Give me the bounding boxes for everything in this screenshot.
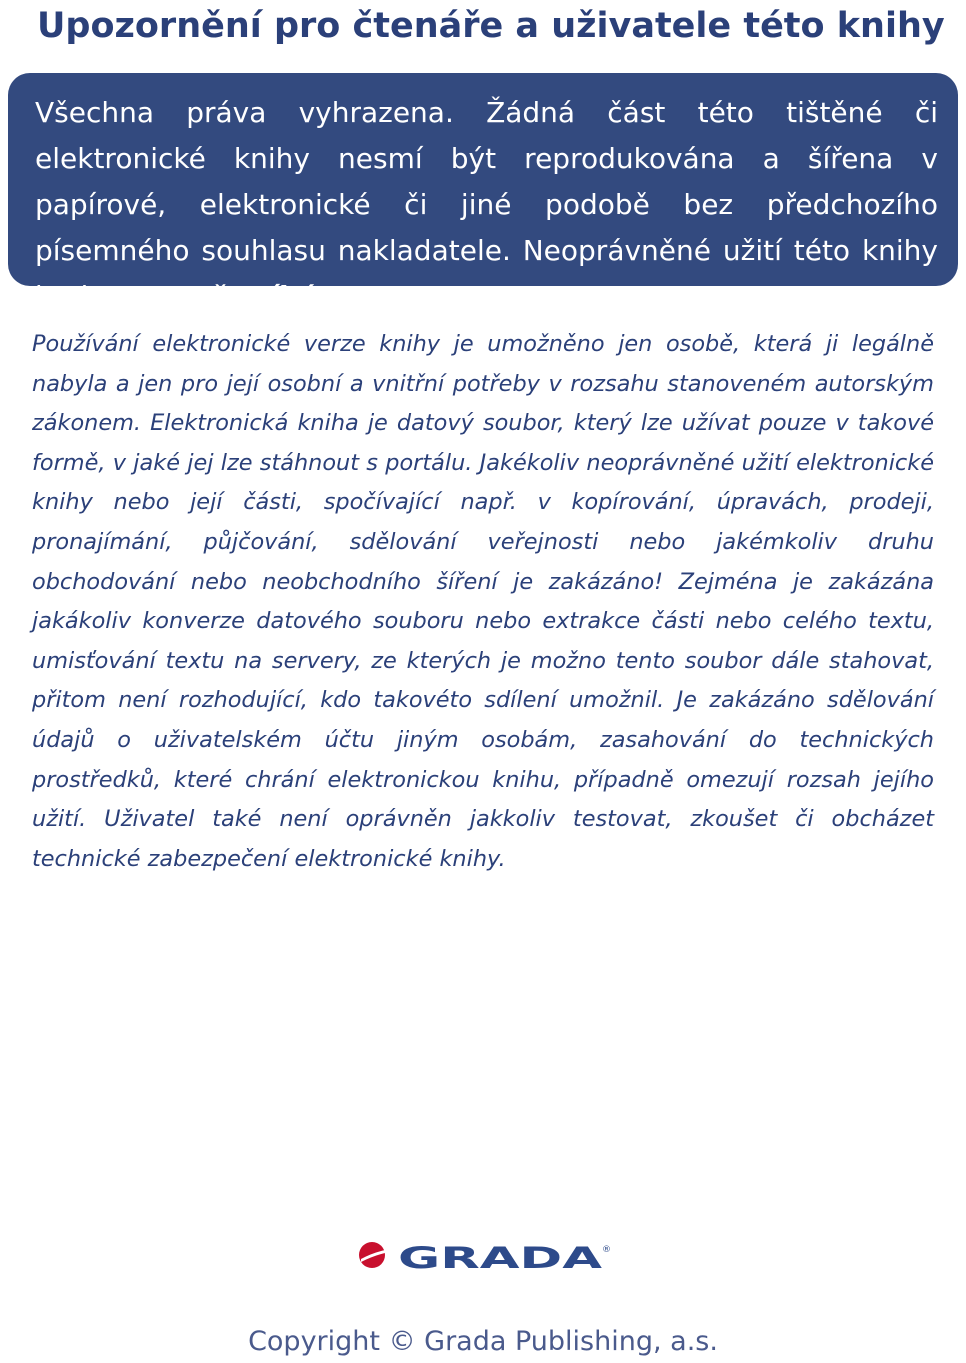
rights-notice-box bbox=[8, 73, 958, 313]
grada-logo-wordmark: GRADA bbox=[398, 1241, 603, 1275]
page-title: Upozornění pro čtenáře a uživatele této knihy bbox=[37, 6, 945, 46]
copyright-notice: Copyright © Grada Publishing, a.s. bbox=[248, 1326, 718, 1357]
rights-notice-body: Všechna práva vyhrazena. Žádná část této tištěné či elektronické knihy nesmí být reprodukována a šířena v papírové, elektronické či jiné podobě bez předchozího písemného souhlasu nakladatele. Neoprávněné užití této knihy bude bbox=[35, 96, 938, 313]
rights-notice-text bbox=[35, 90, 938, 320]
grada-logo bbox=[358, 1240, 611, 1275]
rights-notice-end: . bbox=[356, 280, 366, 313]
usage-terms-paragraph: Používání elektronické verze knihy je umožněno jen osobě, která ji legálně nabyla a jen pro její osobní a vnitřní potřeby v rozsahu stanoveném autorským zákonem. Elektronická kniha je datový soubor, který lze užívat pouze v takové formě, v jaké jej lze stáhnout s portálu. Jakékoliv neoprávněné užití elektronické knihy nebo její části, spočívající např. v kopírování, úpravách, prodeji, pronajímání, půjčování, sdělování veřejnosti nebo jakémkoliv druhu obchodování nebo neobchodního šíření je zakázáno! Zejména je zakázána jakákoliv konverze datového souboru nebo extrakce části nebo celého textu, umisťování textu na servery, ze kterých je možno tento soubor dále stahovat, přitom není rozhodující, kdo takovéto sdílení umožnil. Je zakázáno sdělování údajů o uživatelském účtu jiným osobám, zasahování do technických prostředků, které chrání elektronickou knihu, případně omezují rozsah jejího užití. Uživatel také není oprávněn jakkoliv testovat, zkoušet či obcházet technické zabezpečení elektronické knihy. bbox=[32, 331, 934, 872]
grada-logo-registered: ® bbox=[602, 1245, 611, 1255]
rights-notice-emphasis: trestně stíháno bbox=[114, 280, 357, 313]
